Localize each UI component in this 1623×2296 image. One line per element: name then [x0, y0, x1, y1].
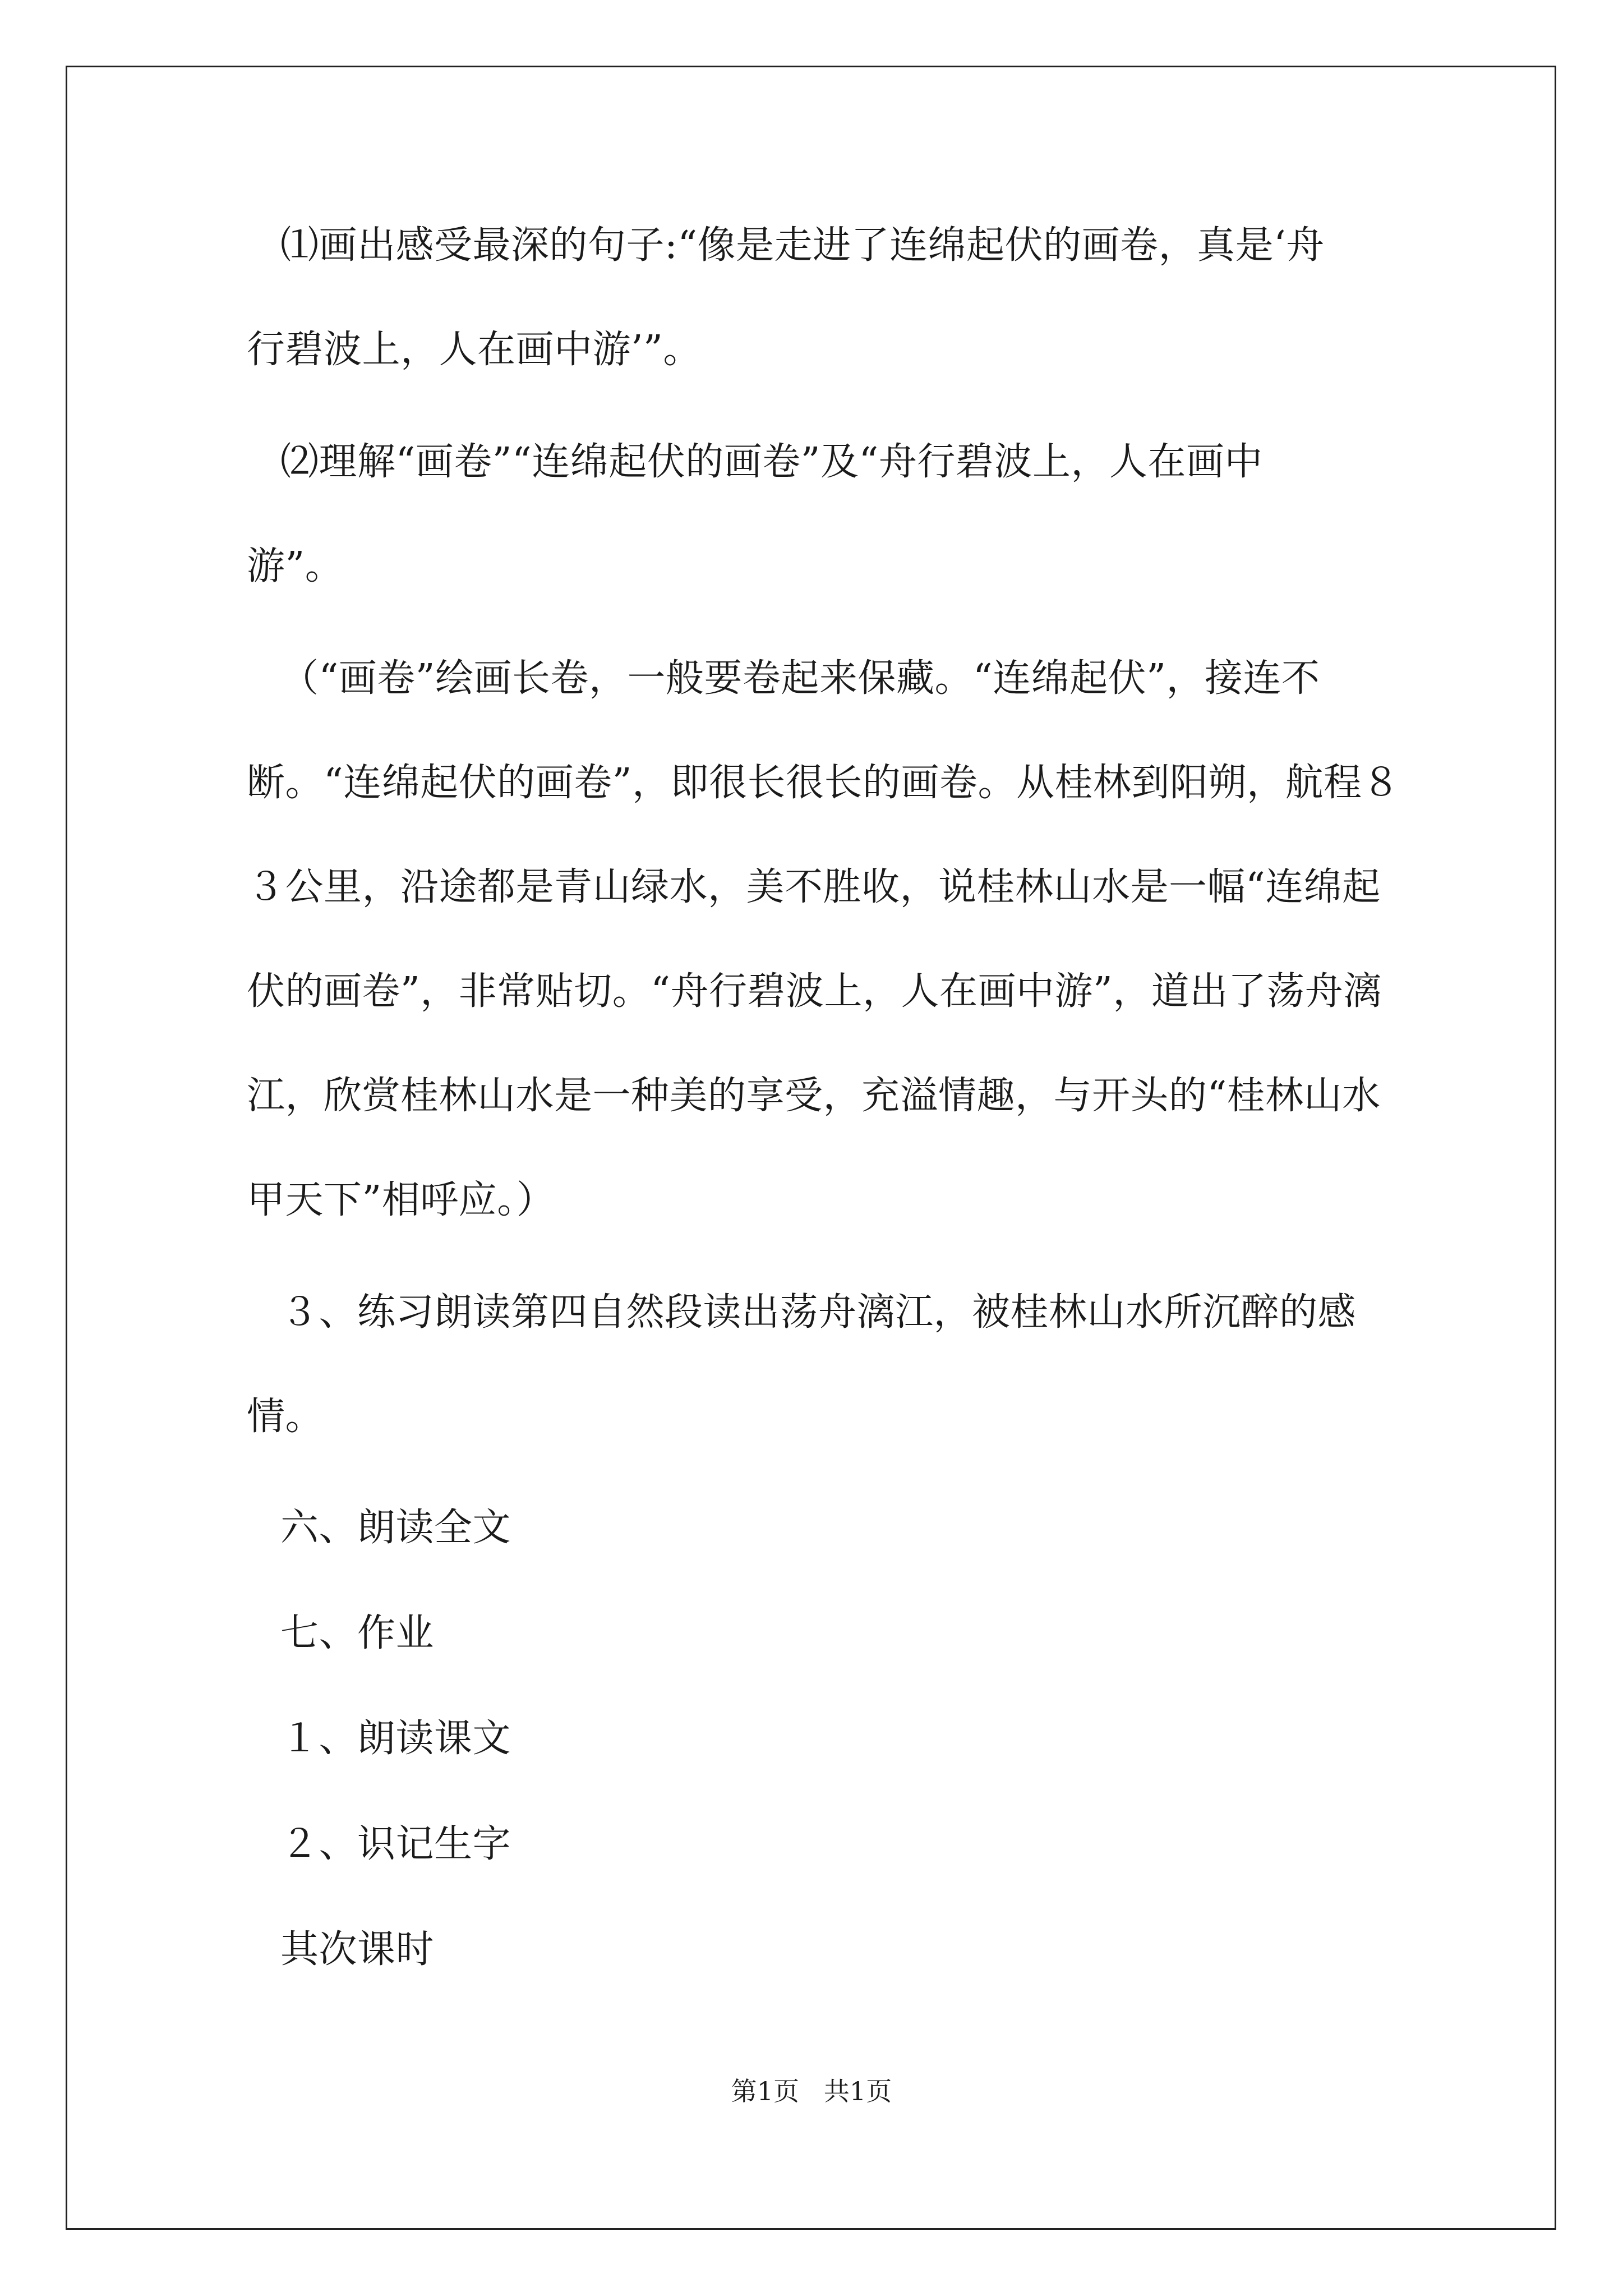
- section-heading: 其次课时: [280, 1927, 435, 1972]
- paragraph-line: 情。: [247, 1395, 324, 1439]
- paragraph-line: 断。“连绵起伏的画卷”，即很长很长的画卷。从桂林到阳朔，航程８: [247, 761, 1401, 805]
- paragraph-line: ３公里，沿途都是青山绿水，美不胜收，说桂林山水是一幅“连绵起: [247, 865, 1381, 909]
- paragraph-line: 江，欣赏桂林山水是一种美的享受，充溢情趣，与开头的“桂林山水: [247, 1074, 1381, 1118]
- paragraph-line: ３、练习朗读第四自然段读出荡舟漓江，被桂林山水所沉醉的感: [280, 1290, 1357, 1335]
- paragraph-line: 游”。: [247, 544, 344, 588]
- page-footer: 第1页 共1页: [731, 2076, 892, 2106]
- paragraph-line: 伏的画卷”，非常贴切。“舟行碧波上，人在画中游”，道出了荡舟漓: [247, 969, 1382, 1014]
- list-item: １、朗读课文: [280, 1717, 511, 1761]
- section-heading: 六、朗读全文: [280, 1506, 511, 1550]
- paragraph-line: 甲天下”相呼应。）: [247, 1178, 555, 1222]
- page-border: [66, 66, 1556, 2230]
- paragraph-line: ⑴画出感受最深的句子:“像是走进了连绵起伏的画卷，真是‘舟: [280, 223, 1325, 268]
- paragraph-line: ⑵理解“画卷”“连绵起伏的画卷”及“舟行碧波上，人在画中: [280, 440, 1263, 484]
- section-heading: 七、作业: [280, 1611, 435, 1655]
- paragraph-line: 行碧波上，人在画中游’”。: [247, 328, 702, 372]
- paragraph-line: （“画卷”绘画长卷，一般要卷起来保藏。“连绵起伏”，接连不: [280, 656, 1320, 701]
- list-item: ２、识记生字: [280, 1822, 511, 1866]
